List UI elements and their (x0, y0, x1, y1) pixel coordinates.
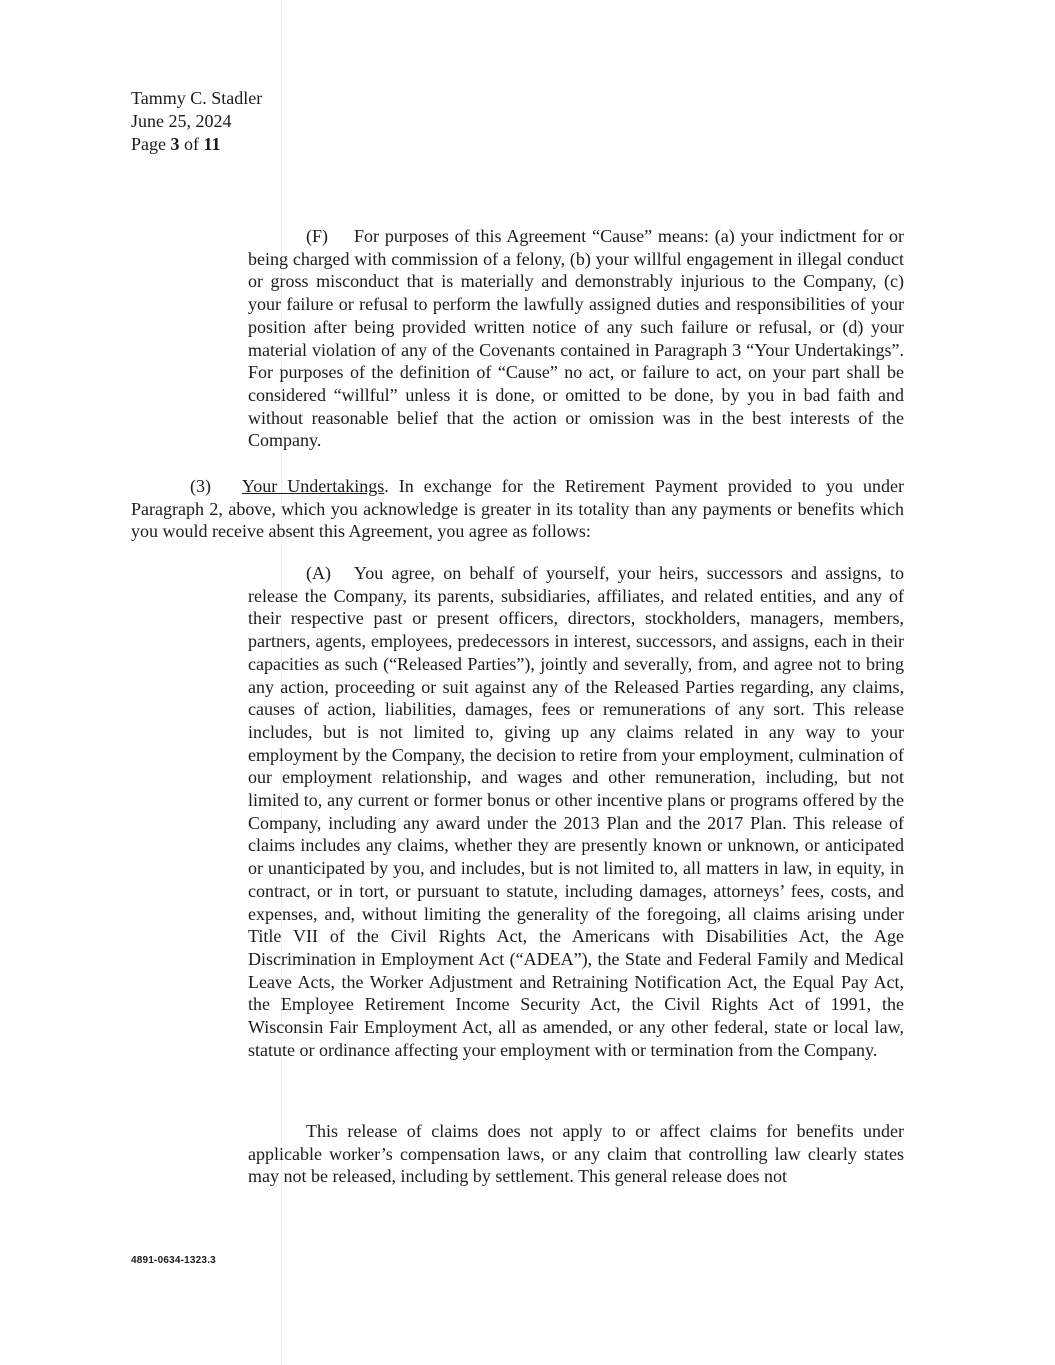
page-of: of (179, 134, 204, 154)
page-number: 3 (170, 134, 180, 154)
paragraph-a-text: You agree, on behalf of yourself, your heirs, successors and assigns, to release the Company, its parents, subsidiaries, affiliates, and related entities, and any of their respective past or present officers, directors, stockholders, managers, members, partners, agents, employees, predecessors in interest, successors, and assigns, each in their capacities as such (“Released Parties”), jointly and severally, from, and agree not to bring any action, proceeding or suit against any of the Released Parties regarding, any claims, causes of action, liabilities, damages, fees or remunerations of any sort. This release includes, but is not limited to, giving up any claims related in any way to your employment by the Company, the decision to retire from your employment, culmination of our employment relationship, and wages and other remuneration, including, but not limited to, any current or former bonus or other incentive plans or programs offered by the Company, including any award under the 2013 Plan and the 2017 Plan. This release of claims includes any claims, whether they are presently known or unknown, or anticipated or unanticipated by you, and includes, but is not limited to, all matters in law, in equity, in contract, or in tort, or pursuant to statute, including damages, attorneys’ fees, costs, and expenses, and, without limiting the generality of the foregoing, all claims arising under Title VII of the Civil Rights Act, the Americans with Disabilities Act, the Age Discrimination in Employment Act (“ADEA”), the State and Federal Family and Medical Leave Acts, the Worker Adjustment and Retraining Notification Act, the Equal Pay Act, the Employee Retirement Income Security Act, the Civil Rights Act of 1991, the Wisconsin Fair Employment Act, all as amended, or any other federal, state or local law, statute or ordinance affecting your employment with or termination from the Company. (248, 563, 904, 1060)
paragraph-release-exceptions (248, 1120, 904, 1188)
paragraph-3-undertakings (131, 475, 904, 543)
letter-date: June 25, 2024 (131, 111, 232, 131)
paragraph-f-text: For purposes of this Agreement “Cause” means: (a) your indictment for or being charged with commission of a felony, (b) your willful engagement in illegal conduct or gross misconduct that is materially and demonstrably injurious to the Company, (c) your failure or refusal to perform the lawfully assigned duties and responsibilities of your position after being provided written notice of any such failure or refusal, or (d) your material violation of any of the Covenants contained in Paragraph 3 “Your Undertakings”. For purposes of the definition of “Cause” no act, or failure to act, on your part shall be considered “willful” unless it is done, or omitted to be done, by you in bad faith and without reasonable belief that the action or omission was in the best interests of the Company. (248, 226, 904, 451)
paragraph-a-label: (A) (306, 563, 331, 583)
paragraph-a-release (248, 562, 904, 1061)
paragraph-3-label: (3) (190, 476, 211, 496)
page-prefix: Page (131, 134, 171, 154)
paragraph-f-cause-definition (248, 225, 904, 452)
page-total: 11 (203, 134, 221, 154)
paragraph-3-text: . In exchange for the Retirement Payment provided to you under Paragraph 2, above, which you acknowledge is greater in its totality than any payments or benefits which you would receive absent this Agreement, you agree as follows: (131, 476, 904, 542)
document-id-footer: 4891-0634-1323.3 (131, 1255, 216, 1266)
paragraph-3-heading: Your Undertakings (242, 476, 385, 496)
paragraph-f-label: (F) (306, 226, 328, 246)
page-indicator (131, 133, 262, 156)
letter-header (131, 87, 262, 156)
recipient-name: Tammy C. Stadler (131, 88, 263, 108)
paragraph-release-text: This release of claims does not apply to or affect claims for benefits under applicable worker’s compensation laws, or any claim that controlling law clearly states may not be released, including by settlement. This general release does not (248, 1121, 904, 1187)
